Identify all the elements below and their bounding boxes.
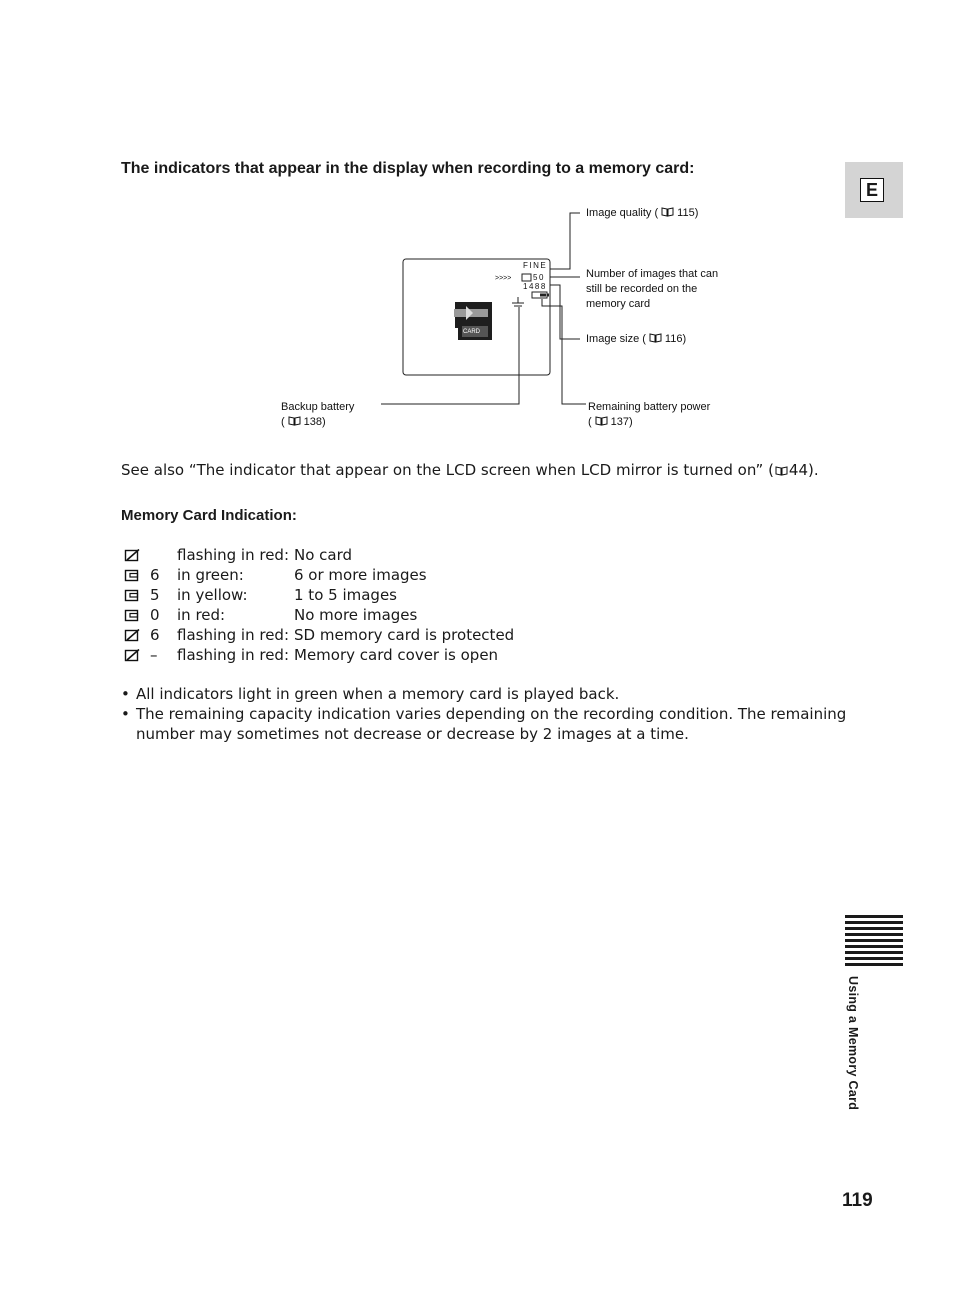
- callout-image-quality-ref: 115): [677, 207, 699, 219]
- image-size-indicator: 1488: [523, 282, 547, 291]
- callout-images-remaining-line3: memory card: [586, 298, 651, 310]
- indication-row: [124, 605, 624, 625]
- see-also-text: See also “The indicator that appear on the LCD screen when LCD mirror is turned on” (: [121, 461, 774, 479]
- card-icon: [124, 609, 140, 622]
- indication-meaning: 1 to 5 images: [294, 586, 397, 604]
- book-ref-icon: [661, 207, 674, 217]
- language-tab-letter: E: [860, 178, 884, 202]
- book-ref-icon: [649, 333, 662, 343]
- chapter-side-label: Using a Memory Card: [846, 976, 860, 1111]
- callout-backup-battery: [281, 400, 354, 430]
- indication-table: [124, 545, 624, 665]
- indication-state: in red:: [177, 606, 226, 624]
- progress-arrows: >>>>: [495, 275, 512, 282]
- image-count-indicator: 50: [533, 273, 545, 282]
- book-ref-icon: [595, 416, 608, 426]
- bullet-marker: •: [121, 685, 130, 703]
- indication-meaning: No more images: [294, 606, 418, 624]
- indication-meaning: No card: [294, 546, 353, 564]
- leader-image-quality: [550, 213, 580, 269]
- indication-meaning: Memory card cover is open: [294, 646, 499, 664]
- book-ref-icon: [775, 466, 788, 476]
- card-icon: [124, 589, 140, 602]
- callout-remaining-battery-line1: Remaining battery power: [588, 401, 711, 413]
- callout-image-size: [586, 332, 686, 347]
- indication-count: 5: [150, 586, 160, 604]
- language-tab: [845, 162, 903, 218]
- note-item: [121, 704, 846, 744]
- indication-count: 6: [150, 626, 160, 644]
- display-diagram: [270, 195, 750, 440]
- card-slash-icon: [124, 649, 140, 662]
- note-text: The remaining capacity indication varies depending on the recording condition. The remaining: [136, 705, 847, 723]
- callout-image-size-text: Image size (: [586, 333, 646, 345]
- indication-count: 0: [150, 606, 160, 624]
- callout-remaining-battery: [588, 400, 710, 430]
- notes-list: [121, 684, 846, 744]
- card-slash-icon: [124, 629, 140, 642]
- callout-images-remaining-line2: still be recorded on the: [586, 283, 698, 295]
- callout-backup-battery-line1: Backup battery: [281, 401, 355, 413]
- page-number: 119: [842, 1190, 873, 1211]
- indication-meaning: SD memory card is protected: [294, 626, 515, 644]
- indication-count: 6: [150, 566, 160, 584]
- note-text: All indicators light in green when a memory card is played back.: [136, 685, 620, 703]
- callout-remaining-battery-ref: 137): [610, 416, 633, 428]
- see-also-ref: 44).: [788, 461, 819, 479]
- battery-symbol-icon: [532, 292, 549, 298]
- callout-image-quality-text: Image quality (: [586, 207, 659, 219]
- indication-row: [124, 545, 624, 565]
- leader-image-size: [550, 285, 580, 339]
- indication-state: flashing in red:: [177, 626, 290, 644]
- indication-count: –: [150, 646, 158, 664]
- callout-images-remaining-line1: Number of images that can: [586, 268, 719, 280]
- callout-backup-battery-ref: 138): [303, 416, 326, 428]
- card-icon: [124, 569, 140, 582]
- callout-image-size-ref: 116): [664, 333, 687, 345]
- quality-indicator: FINE: [523, 261, 548, 270]
- section-heading: The indicators that appear in the display when recording to a memory card:: [121, 160, 695, 177]
- callout-image-quality: [586, 206, 698, 221]
- indication-state: in green:: [177, 566, 244, 584]
- count-card-icon: [522, 274, 531, 281]
- card-graphic-label: CARD: [463, 329, 481, 335]
- book-ref-icon: [288, 416, 301, 426]
- indication-row: [124, 645, 624, 665]
- indication-state: in yellow:: [177, 586, 248, 604]
- card-slash-icon: [124, 549, 140, 562]
- memory-card-heading: Memory Card Indication:: [121, 507, 297, 524]
- indication-meaning: 6 or more images: [294, 566, 427, 584]
- section-stripes: [845, 915, 903, 967]
- indication-row: [124, 585, 624, 605]
- indication-state: flashing in red:: [177, 546, 290, 564]
- see-also-paragraph: [121, 460, 819, 480]
- indication-row: [124, 565, 624, 585]
- indication-row: [124, 625, 624, 645]
- bullet-marker: •: [121, 705, 130, 723]
- callout-images-remaining: [586, 267, 718, 312]
- callout-backup-battery-paren: (: [281, 416, 285, 428]
- note-text-continued: number may sometimes not decrease or decrease by 2 images at a time.: [136, 725, 689, 743]
- callout-remaining-battery-paren: (: [588, 416, 592, 428]
- indication-state: flashing in red:: [177, 646, 290, 664]
- note-item: [121, 684, 846, 704]
